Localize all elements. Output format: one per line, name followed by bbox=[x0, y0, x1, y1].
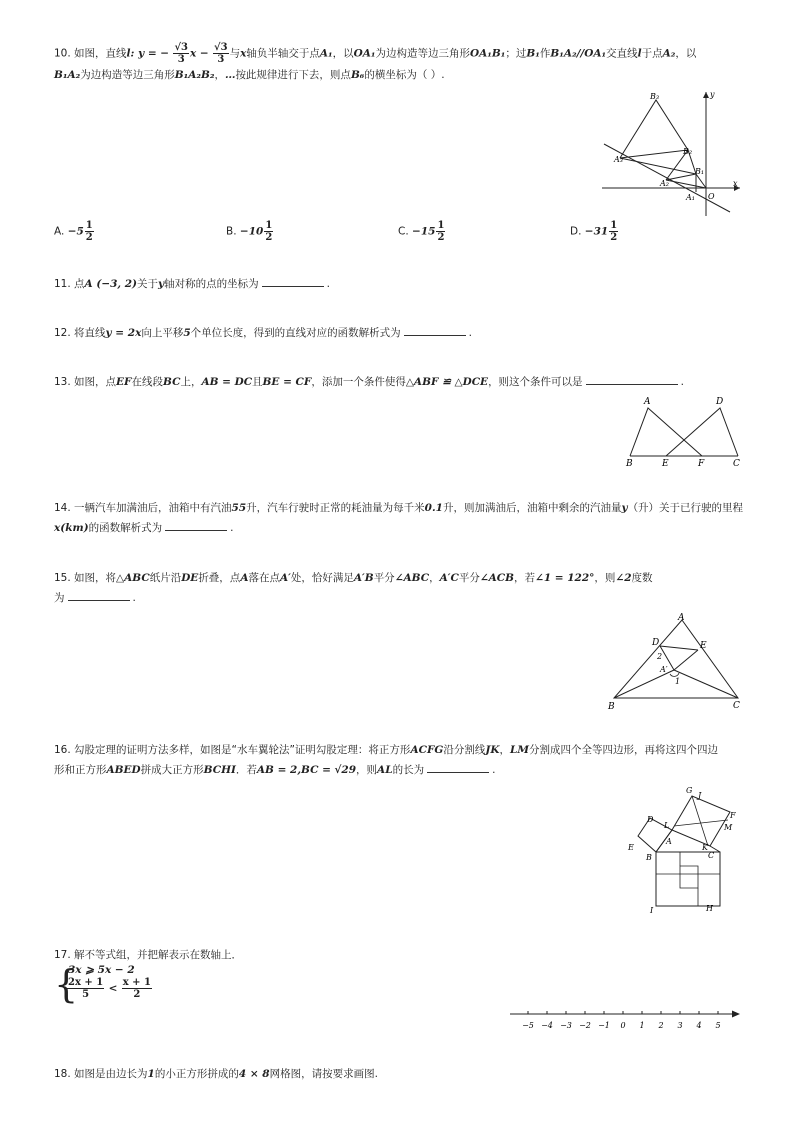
q15-figure bbox=[604, 610, 744, 712]
q15-text: ，则 bbox=[594, 572, 616, 584]
q13-text: 且 bbox=[252, 376, 263, 388]
q15-text: 为 bbox=[54, 592, 65, 604]
answer-blank[interactable] bbox=[404, 324, 466, 336]
q10-text: 按此规律进行下去，则点 bbox=[235, 69, 351, 81]
q16-number: 16. bbox=[54, 744, 71, 756]
q16-text: 沿分割线 bbox=[443, 744, 486, 756]
tick-label: −3 bbox=[560, 1021, 572, 1030]
q13-text: . bbox=[680, 376, 684, 388]
q10-text: 作 bbox=[539, 47, 551, 60]
q10-option-d[interactable] bbox=[570, 220, 619, 243]
q14-line-2 bbox=[54, 518, 744, 538]
q14-number: 14. bbox=[54, 502, 71, 514]
math: ∠ACB bbox=[479, 572, 515, 584]
q15-text: . bbox=[132, 592, 136, 604]
label-F: F bbox=[730, 811, 736, 820]
q15-number: 15. bbox=[54, 572, 71, 584]
label-A2: A₂ bbox=[660, 179, 669, 188]
math: // bbox=[576, 47, 585, 60]
q10-text: 交直线 bbox=[606, 47, 638, 60]
frac-num: √3 bbox=[174, 42, 188, 53]
fraction bbox=[67, 977, 104, 1000]
q12-text: . bbox=[468, 327, 472, 339]
q16-text: ， bbox=[499, 744, 510, 756]
option-label: B. bbox=[226, 225, 237, 238]
label-B: B bbox=[626, 459, 633, 469]
question-13 bbox=[54, 372, 744, 392]
q13-text: 如图，点 bbox=[74, 376, 117, 388]
label-y: y bbox=[710, 90, 715, 99]
triangle-abf bbox=[630, 408, 702, 456]
label-C: C bbox=[708, 851, 715, 860]
q16-text: ．若 bbox=[235, 764, 257, 776]
frac-den: 5 bbox=[82, 989, 90, 1000]
q10-line-2 bbox=[54, 65, 744, 85]
math: JK bbox=[485, 744, 500, 756]
math: 5 bbox=[183, 327, 191, 339]
label-C: C bbox=[733, 701, 740, 711]
frac-num: 1 bbox=[85, 220, 93, 231]
q15-text: 度数 bbox=[631, 572, 653, 584]
q16-text: ，则 bbox=[356, 764, 378, 776]
frac-num: 1 bbox=[437, 220, 445, 231]
q10-option-a[interactable] bbox=[54, 220, 95, 243]
tick-label: 2 bbox=[658, 1021, 664, 1030]
q10-text: 为边构造等边三角形 bbox=[80, 69, 175, 81]
q14-line-1 bbox=[54, 498, 744, 518]
q15-text: 折叠，点 bbox=[198, 572, 241, 584]
option-value: −5 bbox=[67, 225, 84, 238]
q10-text: ，以 bbox=[332, 47, 354, 60]
q10-text: 于点 bbox=[641, 47, 663, 60]
q10-option-b[interactable] bbox=[226, 220, 274, 243]
math: AB = DC bbox=[201, 376, 253, 388]
q16-line-2 bbox=[54, 760, 744, 780]
answer-blank[interactable] bbox=[586, 373, 678, 385]
label-D: D bbox=[647, 815, 654, 824]
q17-number: 17. bbox=[54, 949, 71, 961]
option-label: C. bbox=[398, 225, 409, 238]
math: EF bbox=[116, 376, 132, 388]
q10-figure bbox=[600, 88, 745, 218]
math: x − bbox=[189, 47, 209, 60]
math: ACFG bbox=[410, 744, 444, 756]
math: : y = − bbox=[130, 47, 170, 60]
question-11 bbox=[54, 274, 744, 294]
q15-line-2 bbox=[54, 588, 744, 608]
q16-text: 勾股定理的证明方法多样，如图是“水车翼轮法”证明勾股定理：将正方形 bbox=[74, 744, 411, 756]
math: ABED bbox=[106, 764, 141, 776]
tick-label: 5 bbox=[715, 1021, 721, 1030]
label-A-prime: A′ bbox=[660, 665, 668, 674]
q12-number: 12. bbox=[54, 327, 71, 339]
math: l bbox=[126, 47, 131, 60]
label-A: A bbox=[644, 397, 651, 407]
label-A3: A₃ bbox=[614, 155, 623, 164]
math: y bbox=[158, 278, 165, 290]
frac-den: 2 bbox=[265, 232, 273, 243]
label-B: B bbox=[608, 702, 615, 712]
tick-label: −1 bbox=[598, 1021, 610, 1030]
math: OA₁ bbox=[353, 47, 376, 60]
label-B3: B₃ bbox=[650, 92, 660, 101]
q11-number: 11. bbox=[54, 278, 71, 290]
math: B₁A₂ bbox=[550, 47, 577, 60]
q13-text: 在线段 bbox=[131, 376, 164, 388]
q16-line-1 bbox=[54, 740, 744, 760]
math: … bbox=[224, 69, 236, 81]
question-18 bbox=[54, 1064, 744, 1084]
math: BE = CF bbox=[262, 376, 312, 388]
frac-den: 3 bbox=[177, 54, 185, 65]
q10-number: 10. bbox=[54, 47, 71, 60]
q15-text: ， bbox=[429, 572, 440, 584]
tick-label: −5 bbox=[522, 1021, 534, 1030]
q10-text: ；过 bbox=[505, 47, 527, 60]
answer-blank[interactable] bbox=[165, 519, 227, 531]
q12-text: 个单位长度，得到的直线对应的函数解析式为 bbox=[190, 327, 401, 339]
label-x: x bbox=[733, 179, 738, 188]
square-bchi bbox=[656, 852, 720, 906]
frac-den: 2 bbox=[610, 232, 618, 243]
segment-ApB bbox=[614, 670, 674, 698]
triangle-3 bbox=[620, 100, 688, 158]
label-M: M bbox=[724, 823, 733, 832]
angle-1-arc bbox=[670, 673, 679, 676]
triangle-abc bbox=[614, 620, 738, 698]
frac-num: √3 bbox=[214, 42, 228, 53]
q16-text: . bbox=[492, 764, 496, 776]
option-value: −10 bbox=[239, 225, 264, 238]
label-A1: A₁ bbox=[686, 193, 695, 202]
math: △ABF ≌ △DCE bbox=[405, 376, 489, 388]
triangle-1 bbox=[696, 174, 706, 192]
math: AL bbox=[377, 764, 393, 776]
frac-num: 2x + 1 bbox=[68, 977, 104, 988]
math: x bbox=[240, 47, 247, 60]
label-2: 2 bbox=[657, 652, 663, 661]
number-line-arrow bbox=[732, 1011, 740, 1018]
label-I: I bbox=[650, 906, 654, 915]
math: 55 bbox=[231, 502, 247, 514]
frac-den: 2 bbox=[133, 989, 141, 1000]
q11-text: 轴对称的点的坐标为 bbox=[164, 278, 259, 290]
q10-text: 为边构造等边三角形 bbox=[375, 47, 470, 60]
math: A₂ bbox=[662, 47, 676, 60]
q11-text: 关于 bbox=[137, 278, 159, 290]
q10-text: ，以 bbox=[675, 47, 697, 60]
math: 4 × 8 bbox=[238, 1068, 270, 1080]
segment bbox=[620, 158, 696, 174]
q16-text: 的长为 bbox=[392, 764, 425, 776]
label-1: 1 bbox=[675, 677, 681, 686]
question-16 bbox=[54, 740, 744, 780]
fraction bbox=[213, 42, 229, 65]
q13-figure bbox=[620, 394, 745, 470]
math: y bbox=[621, 502, 628, 514]
question-10 bbox=[54, 42, 744, 85]
frac-den: 2 bbox=[437, 232, 445, 243]
fraction bbox=[173, 42, 189, 65]
label-A: A bbox=[678, 613, 685, 623]
math: A₁ bbox=[319, 47, 333, 60]
label-D: D bbox=[652, 638, 660, 648]
q15-text: 处，恰好满足 bbox=[290, 572, 354, 584]
q10-text: 的横坐标为（ ）. bbox=[364, 69, 445, 81]
label-K: K bbox=[702, 843, 708, 852]
math: B₆ bbox=[350, 69, 365, 81]
inequality-1: 3x ⩾ 5x − 2 bbox=[68, 964, 135, 976]
option-label: A. bbox=[54, 225, 65, 238]
math: ∠ABC bbox=[394, 572, 430, 584]
answer-blank[interactable] bbox=[262, 275, 324, 287]
math: A bbox=[240, 572, 249, 584]
fold-line-de bbox=[660, 646, 698, 650]
math: DE bbox=[181, 572, 199, 584]
tick-label: −4 bbox=[541, 1021, 553, 1030]
q15-text: 平分 bbox=[373, 572, 395, 584]
fraction bbox=[122, 977, 152, 1000]
q18-text: 如图是由边长为 bbox=[74, 1068, 148, 1080]
math: AB = 2,BC = √29 bbox=[256, 764, 357, 776]
question-15 bbox=[54, 568, 744, 608]
math: y = 2x bbox=[105, 327, 142, 339]
math: OA₁ bbox=[584, 47, 607, 60]
q11-text: . bbox=[326, 278, 330, 290]
answer-blank[interactable] bbox=[68, 589, 130, 601]
q10-line-1 bbox=[54, 42, 744, 65]
q18-text: 网格图，请按要求画图. bbox=[269, 1068, 378, 1080]
label-F: F bbox=[698, 459, 705, 469]
q15-text: 如图，将 bbox=[74, 572, 117, 584]
question-17 bbox=[54, 945, 744, 965]
q14-text: 升，则加满油后，油箱中剩余的汽油量 bbox=[442, 502, 622, 514]
label-B: B bbox=[646, 853, 652, 862]
q15-text: 平分 bbox=[458, 572, 480, 584]
q14-text: . bbox=[230, 522, 234, 534]
label-D: D bbox=[716, 397, 724, 407]
q18-text: 的小正方形拼成的 bbox=[154, 1068, 239, 1080]
q14-text: 一辆汽车加满油后，油箱中有汽油 bbox=[74, 502, 232, 514]
math: 1 bbox=[147, 1068, 155, 1080]
math: A′B bbox=[353, 572, 374, 584]
label-C: C bbox=[733, 459, 740, 469]
fraction bbox=[85, 220, 94, 243]
math: l bbox=[637, 47, 642, 60]
label-J: J bbox=[698, 791, 702, 800]
label-A: A bbox=[666, 837, 672, 846]
label-G: G bbox=[686, 786, 693, 795]
tick-label: 0 bbox=[620, 1021, 626, 1030]
q10-text: 如图，直线 bbox=[74, 47, 127, 60]
q12-text: 向上平移 bbox=[141, 327, 184, 339]
math: BCHI bbox=[203, 764, 236, 776]
q10-option-c[interactable] bbox=[398, 220, 446, 243]
q14-text: 的函数解析式为 bbox=[88, 522, 163, 534]
frac-num: x + 1 bbox=[122, 977, 151, 988]
number-line[interactable] bbox=[508, 1006, 744, 1034]
math: OA₁B₁ bbox=[469, 47, 506, 60]
frac-den: 3 bbox=[217, 54, 225, 65]
tick-label: 1 bbox=[639, 1021, 645, 1030]
label-H: H bbox=[706, 904, 713, 913]
left-brace: { bbox=[54, 962, 79, 1006]
math: LM bbox=[509, 744, 529, 756]
label-O: O bbox=[708, 192, 715, 201]
cut-line-jk bbox=[692, 796, 708, 846]
q14-text: （升）关于已行驶的里程 bbox=[627, 502, 744, 514]
q13-number: 13. bbox=[54, 376, 71, 388]
q13-text: ，添加一个条件使得 bbox=[311, 376, 406, 388]
option-value: −31 bbox=[584, 225, 609, 238]
q15-text: 纸片沿 bbox=[149, 572, 182, 584]
y-axis-arrow bbox=[703, 92, 709, 98]
math: BC bbox=[163, 376, 181, 388]
q13-text: 上， bbox=[180, 376, 202, 388]
math: ∠1 = 122° bbox=[535, 572, 595, 584]
option-value: −15 bbox=[412, 225, 436, 238]
inner-square bbox=[680, 866, 698, 888]
q16-text: 形和正方形 bbox=[54, 764, 107, 776]
label-E: E bbox=[700, 641, 707, 651]
math: A′ bbox=[279, 572, 291, 584]
q17-text: 解不等式组，并把解表示在数轴上． bbox=[74, 949, 243, 961]
q15-text: 落在点 bbox=[248, 572, 280, 584]
frac-num: 1 bbox=[610, 220, 618, 231]
option-label: D. bbox=[570, 225, 582, 238]
math: B₁A₂ bbox=[54, 69, 81, 81]
fraction bbox=[609, 220, 618, 243]
math: A (−3, 2) bbox=[84, 278, 138, 290]
question-14 bbox=[54, 498, 744, 538]
q10-text: 与 bbox=[229, 47, 241, 60]
q16-text: 分割成四个全等四边形，再将这四个四边 bbox=[529, 744, 718, 756]
math: △ABC bbox=[116, 572, 150, 584]
label-B2: B₂ bbox=[683, 147, 693, 156]
inequality-2 bbox=[66, 977, 153, 1000]
question-12 bbox=[54, 323, 744, 343]
q16-text: 拼成大正方形 bbox=[140, 764, 204, 776]
math: ∠2 bbox=[615, 572, 632, 584]
fraction bbox=[264, 220, 273, 243]
q13-text: ，则这个条件可以是 bbox=[488, 376, 583, 388]
math: B₁ bbox=[526, 47, 540, 60]
frac-den: 2 bbox=[85, 232, 93, 243]
label-B1: B₁ bbox=[695, 167, 705, 176]
math: < bbox=[108, 982, 118, 995]
fraction bbox=[436, 220, 445, 243]
frac-num: 1 bbox=[265, 220, 273, 231]
q12-text: 将直线 bbox=[74, 327, 106, 339]
segment bbox=[666, 180, 706, 188]
q18-number: 18. bbox=[54, 1068, 71, 1080]
math: B₁A₂B₂ bbox=[174, 69, 215, 81]
label-E: E bbox=[662, 459, 669, 469]
tick-label: −2 bbox=[579, 1021, 591, 1030]
math: 0.1 bbox=[424, 502, 443, 514]
math: x(km) bbox=[54, 522, 89, 534]
q10-text: ， bbox=[214, 69, 225, 81]
tick-label: 4 bbox=[696, 1021, 702, 1030]
q15-text: ，若 bbox=[514, 572, 536, 584]
triangle-dce bbox=[666, 408, 738, 456]
q15-line-1 bbox=[54, 568, 744, 588]
q16-figure bbox=[620, 782, 745, 918]
math: A′C bbox=[439, 572, 459, 584]
label-L: L bbox=[664, 821, 670, 830]
q14-text: 升，汽车行驶时正常的耗油量为每千米 bbox=[246, 502, 425, 514]
answer-blank[interactable] bbox=[427, 761, 489, 773]
q10-text: 轴负半轴交于点 bbox=[246, 47, 320, 60]
q11-text: 点 bbox=[74, 278, 85, 290]
tick-label: 3 bbox=[677, 1021, 683, 1030]
label-E: E bbox=[628, 843, 634, 852]
